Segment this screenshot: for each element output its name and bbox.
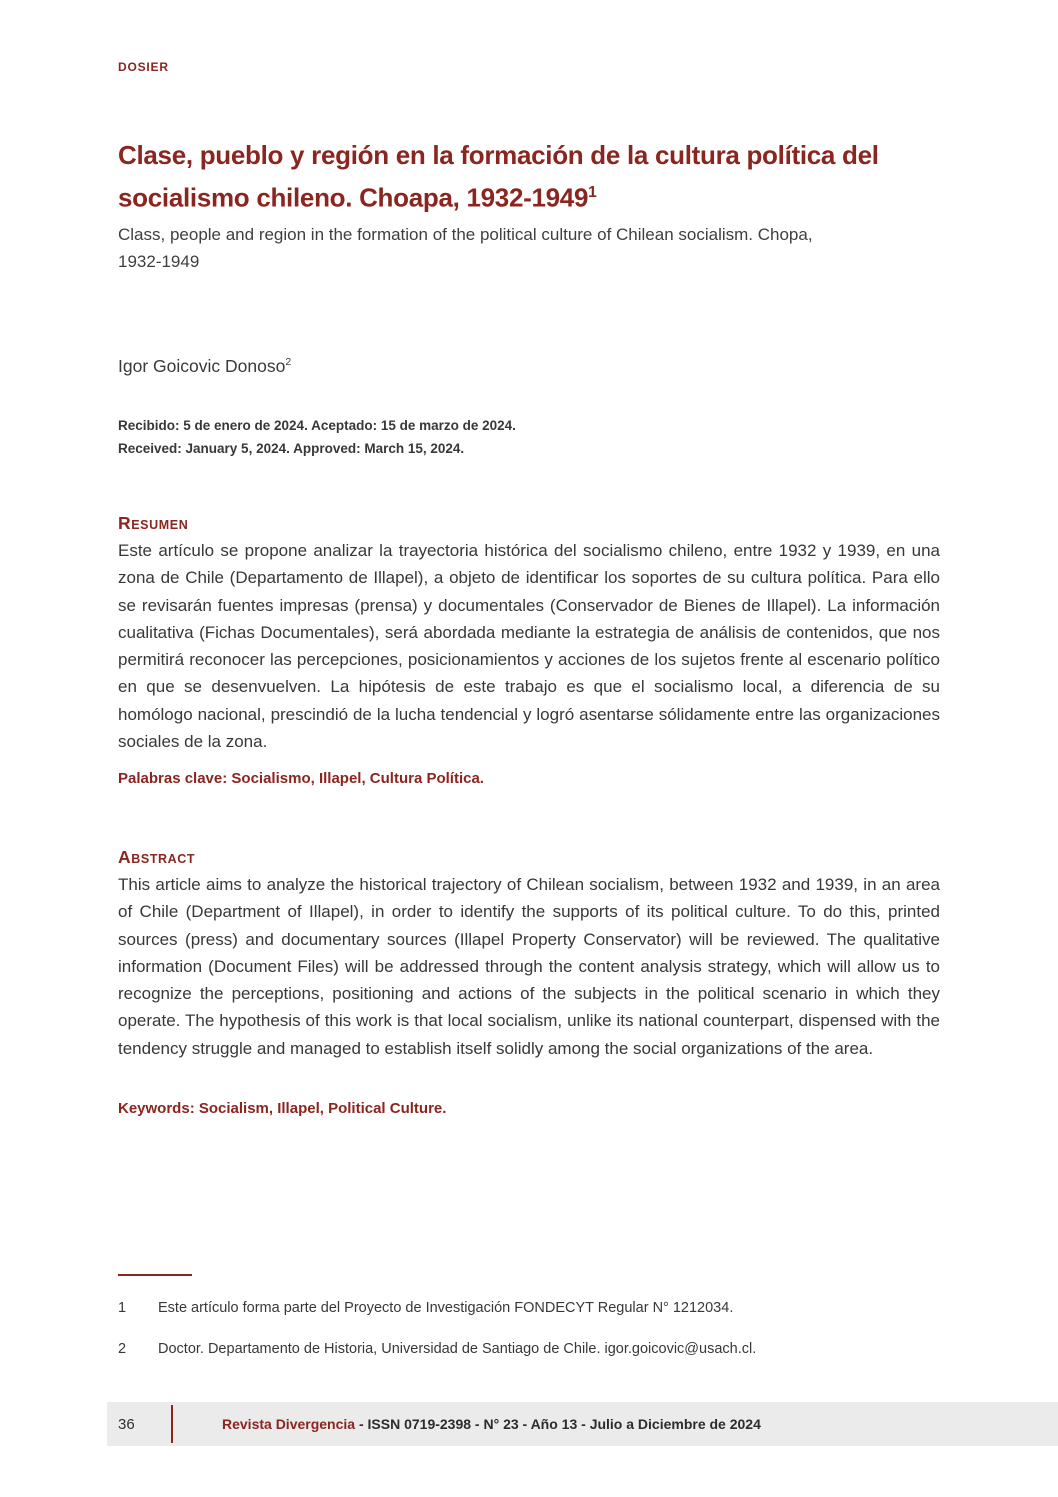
palabras-clave: Palabras clave: Socialismo, Illapel, Cultura Política. xyxy=(118,770,484,787)
footnote-1 xyxy=(118,1297,948,1319)
resumen-heading: RESUMEN xyxy=(118,513,189,533)
footnote-2 xyxy=(118,1338,948,1360)
footnote-2-number: 2 xyxy=(118,1341,127,1357)
section-label: DOSIER xyxy=(118,60,169,74)
article-subtitle-line-1: Class, people and region in the formation of the political culture of Chilean socialism. Chopa, xyxy=(118,225,813,244)
footnote-1-number: 1 xyxy=(118,1300,127,1316)
article-title-line-1: Clase, pueblo y región en la formación de la cultura política del xyxy=(118,140,879,170)
article-subtitle xyxy=(118,221,948,275)
page-number: 36 xyxy=(118,1415,135,1433)
abstract-heading: ABSTRACT xyxy=(118,847,196,867)
journal-name: Revista Divergencia xyxy=(222,1416,356,1432)
author-name: Igor Goicovic Donoso xyxy=(118,356,286,376)
author-line xyxy=(118,356,291,377)
title-footnote-mark: 1 xyxy=(588,184,597,201)
footnote-2-text: Doctor. Departamento de Historia, Universidad de Santiago de Chile. igor.goicovic@usach.cl. xyxy=(158,1341,757,1357)
article-subtitle-line-2: 1932-1949 xyxy=(118,252,200,271)
footer-text xyxy=(222,1402,761,1446)
author-footnote-mark: 2 xyxy=(285,356,292,369)
footer-divider xyxy=(171,1405,173,1443)
article-title xyxy=(118,137,958,217)
abstract-body: This article aims to analyze the historical trajectory of Chilean socialism, between 1932 and 1939, in an area of Chile (Department of Illapel), in order to identify the supports of its political culture. To do this, printed sources (press) and documentary sources (Illapel Property Conservator) will be reviewed. The qualitative information (Document Files) will be addressed through the content analysis strategy, which will allow us to recognize the perceptions, positioning and actions of the subjects in the political scenario in which they operate. The hypothesis of this work is that local socialism, unlike its national counterpart, dispensed with the tendency struggle and managed to establish itself solidly among the social organizations of the area. xyxy=(118,875,940,1058)
received-date-en: Received: January 5, 2024. Approved: March 15, 2024. xyxy=(118,441,465,456)
article-title-line-2: socialismo chileno. Choapa, 1932-1949 xyxy=(118,182,589,213)
issue-info: - ISSN 0719-2398 - N° 23 - Año 13 - Julio a Diciembre de 2024 xyxy=(355,1416,761,1432)
article-title-line-2-wrap xyxy=(118,174,958,217)
resumen-body: Este artículo se propone analizar la trayectoria histórica del socialismo chileno, entre 1932 y 1939, en una zona de Chile (Departamento de Illapel), a objeto de identificar los soportes de su cultura política. Para ello se revisarán fuentes impresas (prensa) y documentales (Conservador de Bienes de Illapel). La información cualitativa (Fichas Documentales), será abordada mediante la estrategia de análisis de contenidos, que nos permitirá reconocer las percepciones, posicionamientos y acciones de los sujetos frente al escenario político en que se desenvuelven. La hipótesis de este trabajo es que el socialismo local, a diferencia de su homólogo nacional, prescindió de la lucha tendencial y logró asentarse sólidamente entre las organizaciones sociales de la zona. xyxy=(118,541,940,752)
footnote-rule xyxy=(118,1274,192,1276)
footer-bar xyxy=(107,1402,1058,1446)
dates-block xyxy=(118,414,516,460)
keywords: Keywords: Socialism, Illapel, Political Culture. xyxy=(118,1100,447,1117)
footnote-1-text: Este artículo forma parte del Proyecto de Investigación FONDECYT Regular N° 1212034. xyxy=(158,1300,734,1316)
received-date-es: Recibido: 5 de enero de 2024. Aceptado: 15 de marzo de 2024. xyxy=(118,418,516,433)
